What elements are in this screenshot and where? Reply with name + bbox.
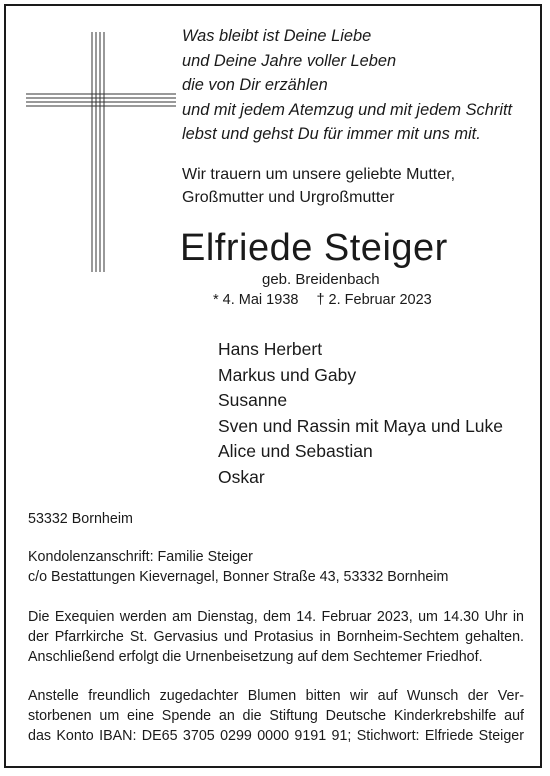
life-dates bbox=[213, 290, 432, 310]
family-member: Alice und Sebastian bbox=[218, 441, 373, 462]
deceased-name: Elfriede Steiger bbox=[180, 227, 448, 269]
notice-line: Anschließend erfolgt die Urnenbeisetzung auf dem Sechtemer Friedhof. bbox=[28, 649, 483, 665]
notice-line: Die Exequien werden am Dienstag, dem 14. Februar 2023, um 14.30 Uhr in bbox=[28, 609, 524, 625]
donation-notice bbox=[28, 686, 524, 746]
mourning-statement bbox=[182, 163, 455, 209]
poem-line: lebst und gehst Du für immer mit uns mit. bbox=[182, 125, 481, 144]
family-member: Sven und Rassin mit Maya und Luke bbox=[218, 415, 504, 436]
family-member: Susanne bbox=[218, 390, 288, 411]
location-line: 53332 Bornheim bbox=[28, 511, 133, 527]
donation-line: Anstelle freundlich zugedachter Blumen bitten wir auf Wunsch der Ver- bbox=[28, 688, 524, 704]
family-member: Hans Herbert bbox=[218, 339, 323, 359]
poem-line: und Deine Jahre voller Leben bbox=[182, 51, 397, 70]
donation-line: storbenen um eine Spende an die Stiftung Deutsche Kinderkrebshilfe auf bbox=[28, 708, 524, 724]
address-line: c/o Bestattungen Kievernagel, Bonner Straße 43, 53332 Bornheim bbox=[28, 569, 449, 585]
donation-line: das Konto IBAN: DE65 3705 0299 0000 9191 91; Stichwort: Elfriede Steiger bbox=[28, 728, 524, 744]
mourning-line: Wir trauern um unsere geliebte Mutter, bbox=[182, 166, 456, 183]
poem bbox=[182, 24, 532, 147]
mourning-line: Großmutter und Urgroßmutter bbox=[182, 189, 395, 206]
poem-line: Was bleibt ist Deine Liebe bbox=[182, 27, 372, 45]
address-line: Kondolenzanschrift: Familie Steiger bbox=[28, 549, 253, 565]
death-date: † 2. Februar 2023 bbox=[316, 292, 432, 308]
family-list bbox=[218, 337, 503, 491]
poem-line: und mit jedem Atemzug und mit jedem Schritt bbox=[182, 100, 513, 119]
family-member: Oskar bbox=[218, 466, 265, 487]
location bbox=[28, 509, 133, 529]
funeral-notice bbox=[28, 607, 524, 667]
cross-icon bbox=[26, 32, 176, 272]
notice-line: der Pfarrkirche St. Gervasius und Protasius in Bornheim-Sechtem gehalten. bbox=[28, 629, 524, 645]
condolence-address bbox=[28, 547, 448, 587]
family-member: Markus und Gaby bbox=[218, 364, 357, 385]
poem-line: die von Dir erzählen bbox=[182, 76, 328, 95]
birth-date: * 4. Mai 1938 bbox=[213, 292, 299, 308]
birth-name: geb. Breidenbach bbox=[262, 271, 380, 288]
